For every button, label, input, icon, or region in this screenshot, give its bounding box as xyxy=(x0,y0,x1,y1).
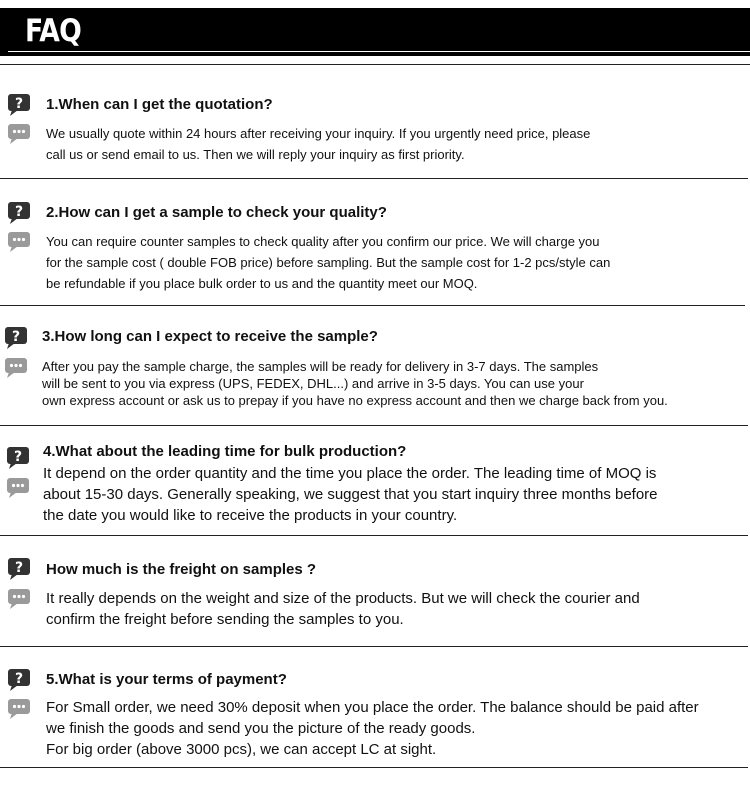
answer-line: It really depends on the weight and size of the products. But we will check the courier and xyxy=(46,590,640,607)
page-title: FAQ xyxy=(25,13,81,49)
divider xyxy=(0,64,750,65)
answer-line: we finish the goods and send you the picture of the ready goods. xyxy=(46,720,476,737)
answer-line: For big order (above 3000 pcs), we can accept LC at sight. xyxy=(46,741,437,758)
faq-question: 3.How long can I expect to receive the sample? xyxy=(42,328,378,345)
divider xyxy=(0,767,748,768)
faq-question: 1.When can I get the quotation? xyxy=(46,96,273,113)
answer-bubble-icon xyxy=(7,587,31,611)
answer-line: For Small order, we need 30% deposit when you place the order. The balance should be paid after xyxy=(46,699,699,716)
answer-line: confirm the freight before sending the samples to you. xyxy=(46,611,404,628)
answer-line: It depend on the order quantity and the time you place the order. The leading time of MOQ is xyxy=(43,465,657,482)
answer-line: about 15-30 days. Generally speaking, we suggest that you start inquiry three months before xyxy=(43,486,658,503)
faq-question: 4.What about the leading time for bulk production? xyxy=(43,443,407,460)
answer-line: for the sample cost ( double FOB price) before sampling. But the sample cost for 1-2 pcs/style can xyxy=(46,255,611,270)
answer-line: call us or send email to us. Then we will reply your inquiry as first priority. xyxy=(46,147,465,162)
faq-answer xyxy=(46,588,640,630)
answer-bubble-icon xyxy=(7,697,31,721)
faq-header xyxy=(0,8,750,56)
divider xyxy=(0,425,748,426)
answer-line: will be sent to you via express (UPS, FEDEX, DHL...) and arrive in 3-5 days. You can use your xyxy=(42,376,584,391)
faq-answer xyxy=(42,358,668,409)
faq-answer xyxy=(46,231,610,294)
answer-line: You can require counter samples to check quality after you confirm our price. We will charge you xyxy=(46,234,600,249)
divider xyxy=(0,535,748,536)
faq-answer xyxy=(46,697,699,760)
faq-answer xyxy=(46,123,590,165)
divider xyxy=(0,305,745,306)
faq-answer xyxy=(43,463,658,526)
answer-bubble-icon xyxy=(7,230,31,254)
faq-question: How much is the freight on samples ? xyxy=(46,561,317,578)
answer-bubble-icon xyxy=(4,356,28,380)
faq-question: 2.How can I get a sample to check your quality? xyxy=(46,204,387,221)
answer-bubble-icon xyxy=(7,122,31,146)
question-bubble-icon xyxy=(4,326,28,350)
question-bubble-icon xyxy=(7,668,31,692)
question-bubble-icon xyxy=(7,93,31,117)
answer-line: After you pay the sample charge, the samples will be ready for delivery in 3-7 days. The samples xyxy=(42,359,599,374)
divider xyxy=(0,646,748,647)
question-bubble-icon xyxy=(7,201,31,225)
answer-line: own express account or ask us to prepay if you have no express account and then we charge back from you. xyxy=(42,393,668,408)
question-bubble-icon xyxy=(6,446,30,470)
answer-line: We usually quote within 24 hours after receiving your inquiry. If you urgently need price, please xyxy=(46,126,591,141)
header-rule xyxy=(8,51,750,52)
divider xyxy=(0,178,748,179)
faq-question: 5.What is your terms of payment? xyxy=(46,671,287,688)
answer-line: the date you would like to receive the products in your country. xyxy=(43,507,458,524)
question-bubble-icon xyxy=(7,557,31,581)
answer-line: be refundable if you place bulk order to us and the quantity meet our MOQ. xyxy=(46,276,478,291)
answer-bubble-icon xyxy=(6,476,30,500)
